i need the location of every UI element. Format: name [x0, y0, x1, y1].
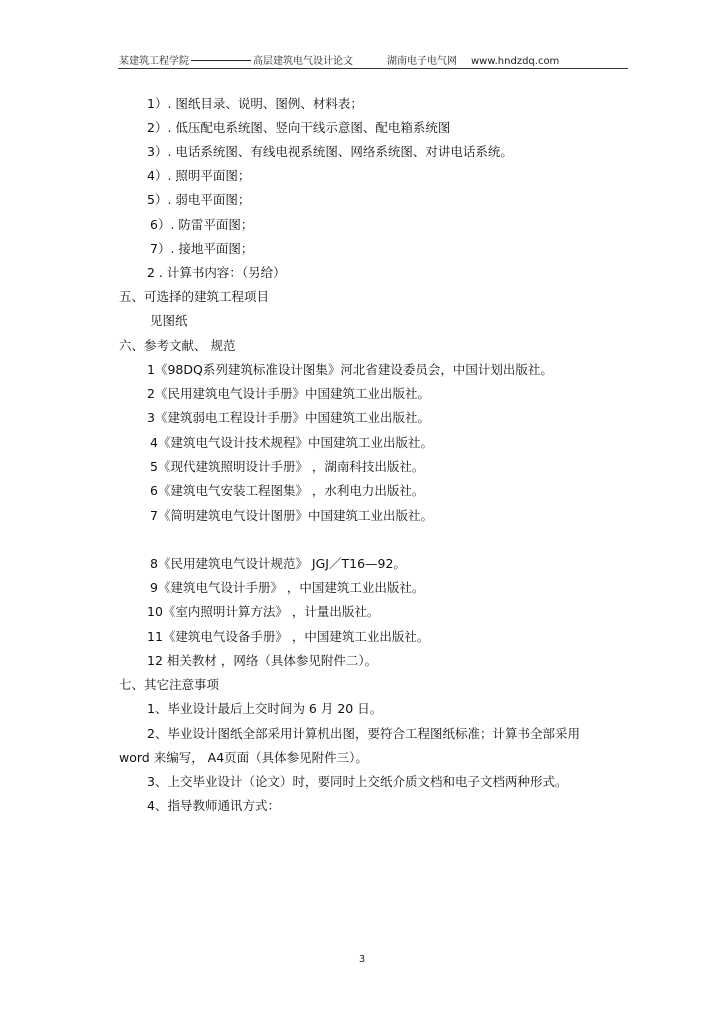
section-heading: 六、参考文献、 规范	[119, 338, 236, 353]
paragraph: 2、毕业设计图纸全部采用计算机出图，要符合工程图纸标准；计算书全部采用	[147, 726, 580, 741]
reference-item: 8《民用建筑电气设计规范》 JGJ／T16—92。	[150, 556, 406, 571]
paragraph: 1、毕业设计最后上交时间为 6 月 20 日。	[147, 701, 383, 716]
list-item: 5）. 弱电平面图；	[147, 192, 251, 207]
reference-item: 2《民用建筑电气设计手册》中国建筑工业出版社。	[147, 386, 430, 401]
section-heading: 七、其它注意事项	[119, 677, 220, 692]
page-header	[119, 52, 627, 67]
paragraph: 见图纸	[150, 313, 188, 328]
reference-item: 4《建筑电气设计技术规程》中国建筑工业出版社。	[150, 435, 433, 450]
paragraph: 3、上交毕业设计（论文）时，要同时上交纸介质文档和电子文档两种形式。	[147, 774, 568, 789]
header-url: www.hndzdq.com	[471, 56, 560, 67]
list-item: 4）. 照明平面图；	[147, 168, 251, 183]
reference-item: 3《建筑弱电工程设计手册》中国建筑工业出版社。	[147, 410, 430, 425]
reference-item: 1《98DQ系列建筑标准设计图集》河北省建设委员会，中国计划出版社。	[147, 362, 553, 377]
header-site-name: 湖南电子电气网	[387, 56, 457, 67]
header-rule	[118, 68, 628, 69]
reference-item: 10《室内照明计算方法》 ，计量出版社。	[147, 604, 380, 619]
reference-item: 11《建筑电气设备手册》 ，中国建筑工业出版社。	[147, 629, 430, 644]
reference-item: 6《建筑电气安装工程图集》 ，水利电力出版社。	[150, 483, 425, 498]
reference-item: 12 相关教材 ，网络（具体参见附件二）。	[147, 653, 378, 668]
list-item: 3）. 电话系统图、有线电视系统图、网络系统图、对讲电话系统。	[147, 144, 513, 159]
list-item: 6）. 防雷平面图；	[150, 217, 254, 232]
list-item: 1）. 图纸目录、说明、图例、材料表；	[147, 96, 363, 111]
paragraph: word 来编写， A4页面（具体参见附件三）。	[119, 750, 368, 765]
header-school: 某建筑工程学院	[119, 56, 189, 67]
list-item: 7）. 接地平面图；	[150, 241, 254, 256]
section-heading: 五、可选择的建筑工程项目	[119, 289, 270, 304]
header-title: 高层建筑电气设计论文	[253, 56, 353, 67]
list-item: 2 . 计算书内容：（另给）	[147, 265, 286, 280]
header-dash	[191, 60, 251, 61]
reference-item: 9《建筑电气设计手册》 ，中国建筑工业出版社。	[150, 580, 425, 595]
list-item: 2）. 低压配电系统图、竖向干线示意图、配电箱系统图	[147, 120, 451, 135]
reference-item: 5《现代建筑照明设计手册》 ，湖南科技出版社。	[150, 459, 425, 474]
page-number: 3	[358, 954, 366, 965]
reference-item: 7《简明建筑电气设计图册》中国建筑工业出版社。	[150, 508, 433, 523]
paragraph: 4、指导教师通讯方式：	[147, 798, 280, 813]
